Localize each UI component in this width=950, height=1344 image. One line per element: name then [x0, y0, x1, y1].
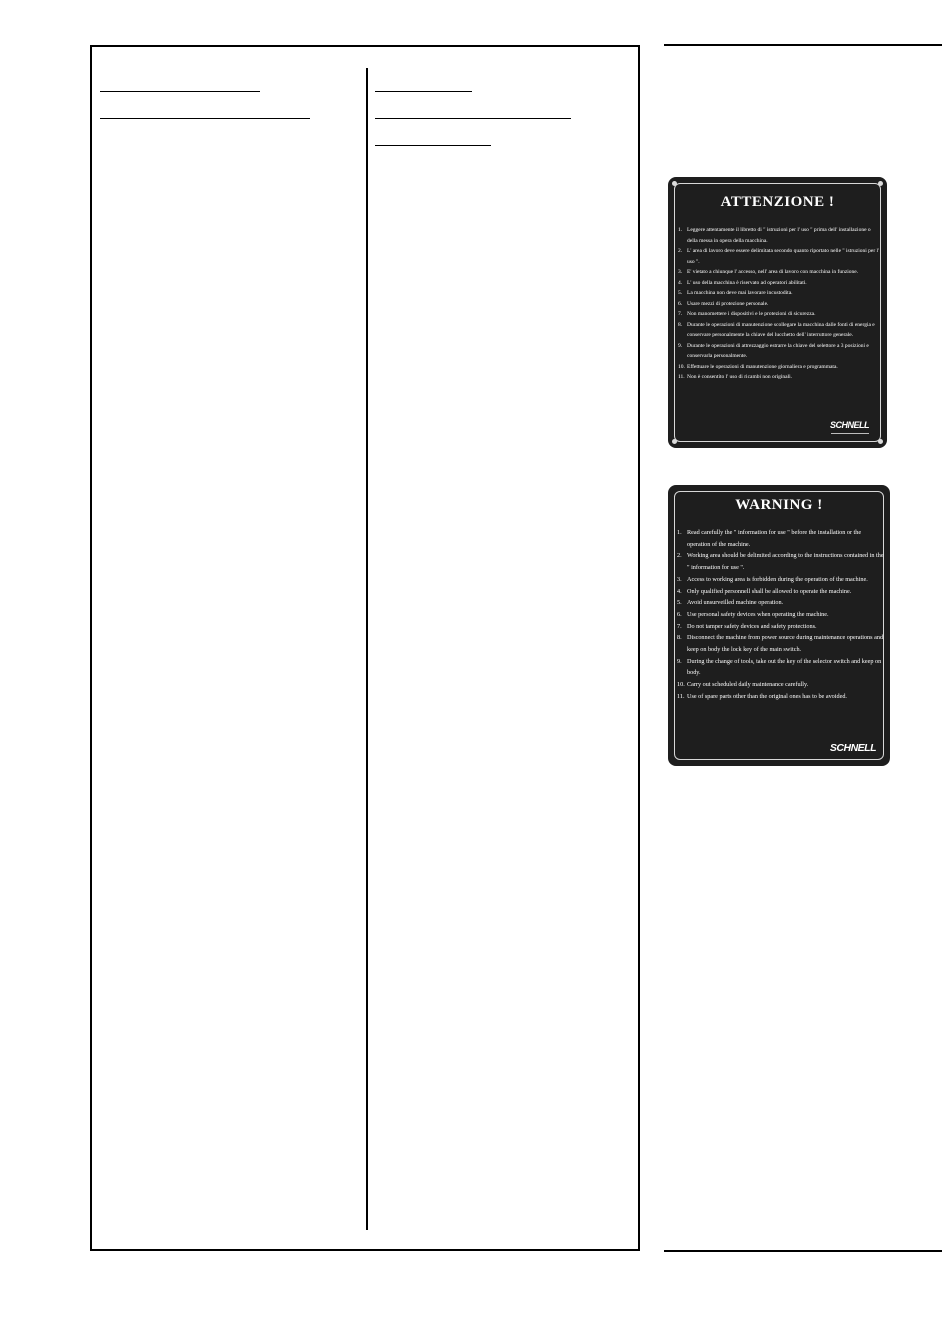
list-item — [678, 320, 881, 341]
page-frame — [90, 45, 640, 1251]
list-item — [677, 679, 885, 691]
brand-underline — [831, 433, 869, 434]
item-number: 2. — [678, 248, 683, 254]
item-text: Usare mezzi di protezione personale. — [687, 300, 769, 307]
brand-logo: SCHNELL — [830, 420, 869, 430]
item-text: Avoid unsurveilled machine operation. — [687, 599, 784, 607]
list-item — [678, 267, 881, 278]
item-text: Do not tamper safety devices and safety protections. — [687, 622, 817, 630]
item-number: 10. — [678, 363, 685, 370]
item-number: 7. — [678, 311, 683, 317]
item-number: 7. — [677, 622, 682, 630]
item-number: 11. — [678, 374, 685, 380]
item-text: Effettuare le operazioni di manutenzione giornaliera e programmata. — [687, 363, 838, 370]
item-number: 2. — [677, 552, 682, 560]
blank-heading-line — [375, 118, 571, 119]
item-number: 8. — [678, 321, 683, 328]
list-item — [677, 574, 885, 586]
column-divider — [366, 68, 368, 1230]
list-item — [678, 225, 881, 246]
blank-heading-line — [100, 118, 310, 119]
list-item — [678, 288, 881, 299]
item-number: 6. — [678, 300, 683, 307]
screw-icon — [878, 439, 883, 444]
brand-logo: SCHNELL — [829, 742, 876, 754]
list-item — [678, 246, 881, 267]
blank-heading-line — [100, 91, 260, 92]
list-item — [678, 341, 881, 362]
item-text: During the change of tools, take out the key of the selector switch and keep on body. — [687, 657, 882, 677]
item-number: 5. — [677, 599, 682, 607]
item-text: Durante le operazioni di attrezzaggio estrarre la chiave del selettore a 3 posizioni e conservarla personalmente. — [687, 342, 869, 359]
sign-title: ATTENZIONE ! — [720, 194, 835, 210]
item-number: 5. — [678, 290, 683, 296]
item-text: Disconnect the machine from power source during maintenance operations and keep on body the lock key of the main switch. — [687, 634, 884, 654]
item-text: Leggere attentamente il libretto di " istruzioni per l' uso " prima dell' installazione o della messa in opera della macchina. — [687, 227, 871, 244]
item-text: Access to working area is forbidden during the operation of the machine. — [687, 575, 868, 583]
item-number: 4. — [677, 587, 682, 595]
item-text: Carry out scheduled daily maintenance carefully. — [687, 681, 809, 689]
screw-icon — [672, 181, 677, 186]
list-item — [678, 362, 881, 373]
list-item — [677, 609, 885, 621]
item-number: 1. — [678, 227, 683, 233]
list-item — [678, 299, 881, 310]
item-number: 1. — [677, 529, 682, 536]
item-text: E' vietato a chiunque l' accesso, nell' area di lavoro con macchina in funzione. — [687, 269, 859, 275]
list-item — [677, 621, 885, 633]
margin-rule-bottom — [664, 1250, 942, 1252]
margin-rule-top — [664, 44, 942, 46]
list-item — [677, 597, 885, 609]
item-text: Read carefully the " information for use " before the installation or the operation of the machine. — [687, 529, 862, 548]
item-text: Use of spare parts other than the original ones has to be avoided. — [687, 692, 847, 700]
sign-title: WARNING ! — [735, 497, 823, 513]
item-text: Working area should be delimited according to the instructions contained in the " information for use ". — [687, 552, 884, 572]
screw-icon — [672, 439, 677, 444]
item-number: 11. — [677, 692, 685, 700]
blank-heading-line — [375, 145, 491, 146]
list-item — [678, 309, 881, 320]
list-item — [677, 527, 885, 550]
item-number: 9. — [678, 342, 683, 349]
item-number: 8. — [677, 634, 682, 642]
item-text: Non è consentito l' uso di ricambi non originali. — [687, 374, 793, 380]
item-text: Use personal safety devices when operating the machine. — [687, 610, 829, 618]
item-text: La macchina non deve mai lavorare incustodita. — [687, 290, 793, 296]
warning-sign-english — [668, 485, 890, 766]
screw-icon — [878, 181, 883, 186]
item-text: L' area di lavoro deve essere delimitata secondo quanto riportato nelle " istruzioni per l' uso ". — [687, 248, 880, 265]
list-item — [677, 691, 885, 703]
item-text: Only qualified personnell shall be allowed to operate the machine. — [687, 587, 852, 595]
sign-instructions — [678, 225, 881, 383]
item-text: Non manomettere i dispositivi e le protezioni di sicurezza. — [687, 311, 816, 317]
blank-heading-line — [375, 91, 472, 92]
list-item — [678, 278, 881, 289]
item-number: 3. — [677, 575, 682, 583]
list-item — [678, 372, 881, 383]
item-number: 10. — [677, 681, 685, 689]
item-number: 3. — [678, 269, 683, 275]
item-number: 9. — [677, 657, 682, 665]
item-number: 4. — [678, 279, 683, 286]
item-text: L' uso della macchina è riservato ad operatori abilitati. — [687, 279, 807, 286]
sign-instructions — [677, 527, 885, 703]
list-item — [677, 632, 885, 655]
list-item — [677, 586, 885, 598]
warning-sign-italian — [668, 177, 887, 448]
item-number: 6. — [677, 610, 682, 618]
item-text: Durante le operazioni di manutenzione scollegare la macchina dalle fonti di energia e conservare personalmente la chiave del lucchetto dell' interruttore generale. — [687, 321, 875, 338]
list-item — [677, 656, 885, 679]
list-item — [677, 550, 885, 573]
